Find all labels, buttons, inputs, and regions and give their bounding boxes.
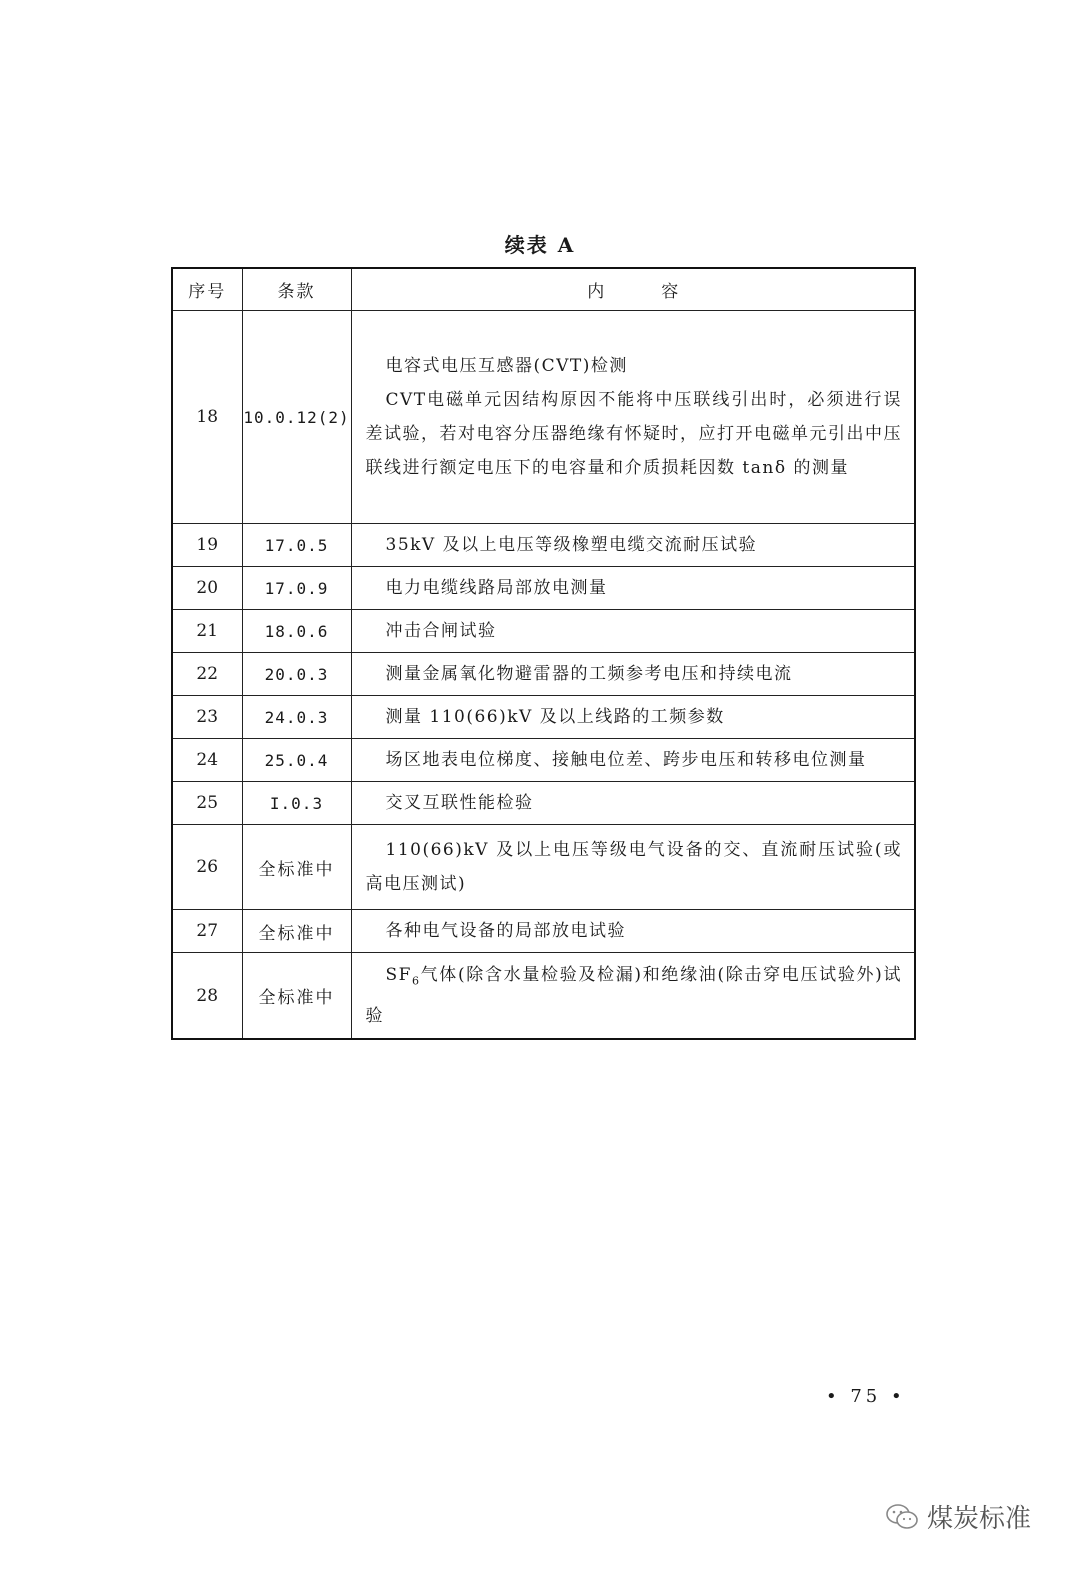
row-content: 交叉互联性能检验 [351,782,915,825]
row-num: 28 [172,953,242,1040]
row-num: 26 [172,825,242,910]
row-num: 22 [172,653,242,696]
watermark [885,1498,1031,1535]
wechat-icon [885,1503,919,1531]
page-number: • 75 • [826,1386,906,1407]
row-content: 各种电气设备的局部放电试验 [351,910,915,953]
row-clause: 全标准中 [242,953,351,1040]
row-num: 24 [172,739,242,782]
row-num: 25 [172,782,242,825]
row-content: $SF_6$气体(除含水量检验及检漏)和绝缘油(除击穿电压试验外)试验 [351,953,915,1040]
row-content: 35kV 及以上电压等级橡塑电缆交流耐压试验 [351,524,915,567]
table-row [172,311,915,524]
row-content: 冲击合闸试验 [351,610,915,653]
row-num: 20 [172,567,242,610]
row-clause: 25.0.4 [242,739,351,782]
table-row [172,653,915,696]
requirements-table [171,267,916,1040]
row-clause: 全标准中 [242,825,351,910]
header-num: 序号 [172,268,242,311]
table-row [172,739,915,782]
row-clause: 17.0.9 [242,567,351,610]
table-row [172,696,915,739]
row-clause: 18.0.6 [242,610,351,653]
table-header-row [172,268,915,311]
row-clause: 24.0.3 [242,696,351,739]
row-num: 23 [172,696,242,739]
table-row [172,825,915,910]
row-clause: I.0.3 [242,782,351,825]
table-row [172,782,915,825]
row-content: 测量 110(66)kV 及以上线路的工频参数 [351,696,915,739]
header-clause: 条款 [242,268,351,311]
table-row [172,524,915,567]
row-clause: 全标准中 [242,910,351,953]
row-content: 110(66)kV 及以上电压等级电气设备的交、直流耐压试验(或高电压测试) [351,825,915,910]
watermark-text: 煤炭标准 [927,1504,1032,1534]
table-row [172,567,915,610]
row-content: 电力电缆线路局部放电测量 [351,567,915,610]
row-clause: 10.0.12(2) [242,311,351,524]
row-clause: 20.0.3 [242,653,351,696]
row-content: 测量金属氧化物避雷器的工频参考电压和持续电流 [351,653,915,696]
table-row [172,953,915,1040]
table-title: 续表 A [504,233,576,257]
row-content: 场区地表电位梯度、接触电位差、跨步电压和转移电位测量 [351,739,915,782]
table-row [172,610,915,653]
row-num: 19 [172,524,242,567]
row-num: 27 [172,910,242,953]
row-content: 电容式电压互感器(CVT)检测 CVT电磁单元因结构原因不能将中压联线引出时，必须进行误差试验，若对电容分压器绝缘有怀疑时，应打开电磁单元引出中压联线进行额定电压下的电容量和介质损耗因数 tanδ 的测量 [351,311,915,524]
row-clause: 17.0.5 [242,524,351,567]
table-row [172,910,915,953]
header-content: 内 容 [351,268,915,311]
row-num: 21 [172,610,242,653]
row-num: 18 [172,311,242,524]
